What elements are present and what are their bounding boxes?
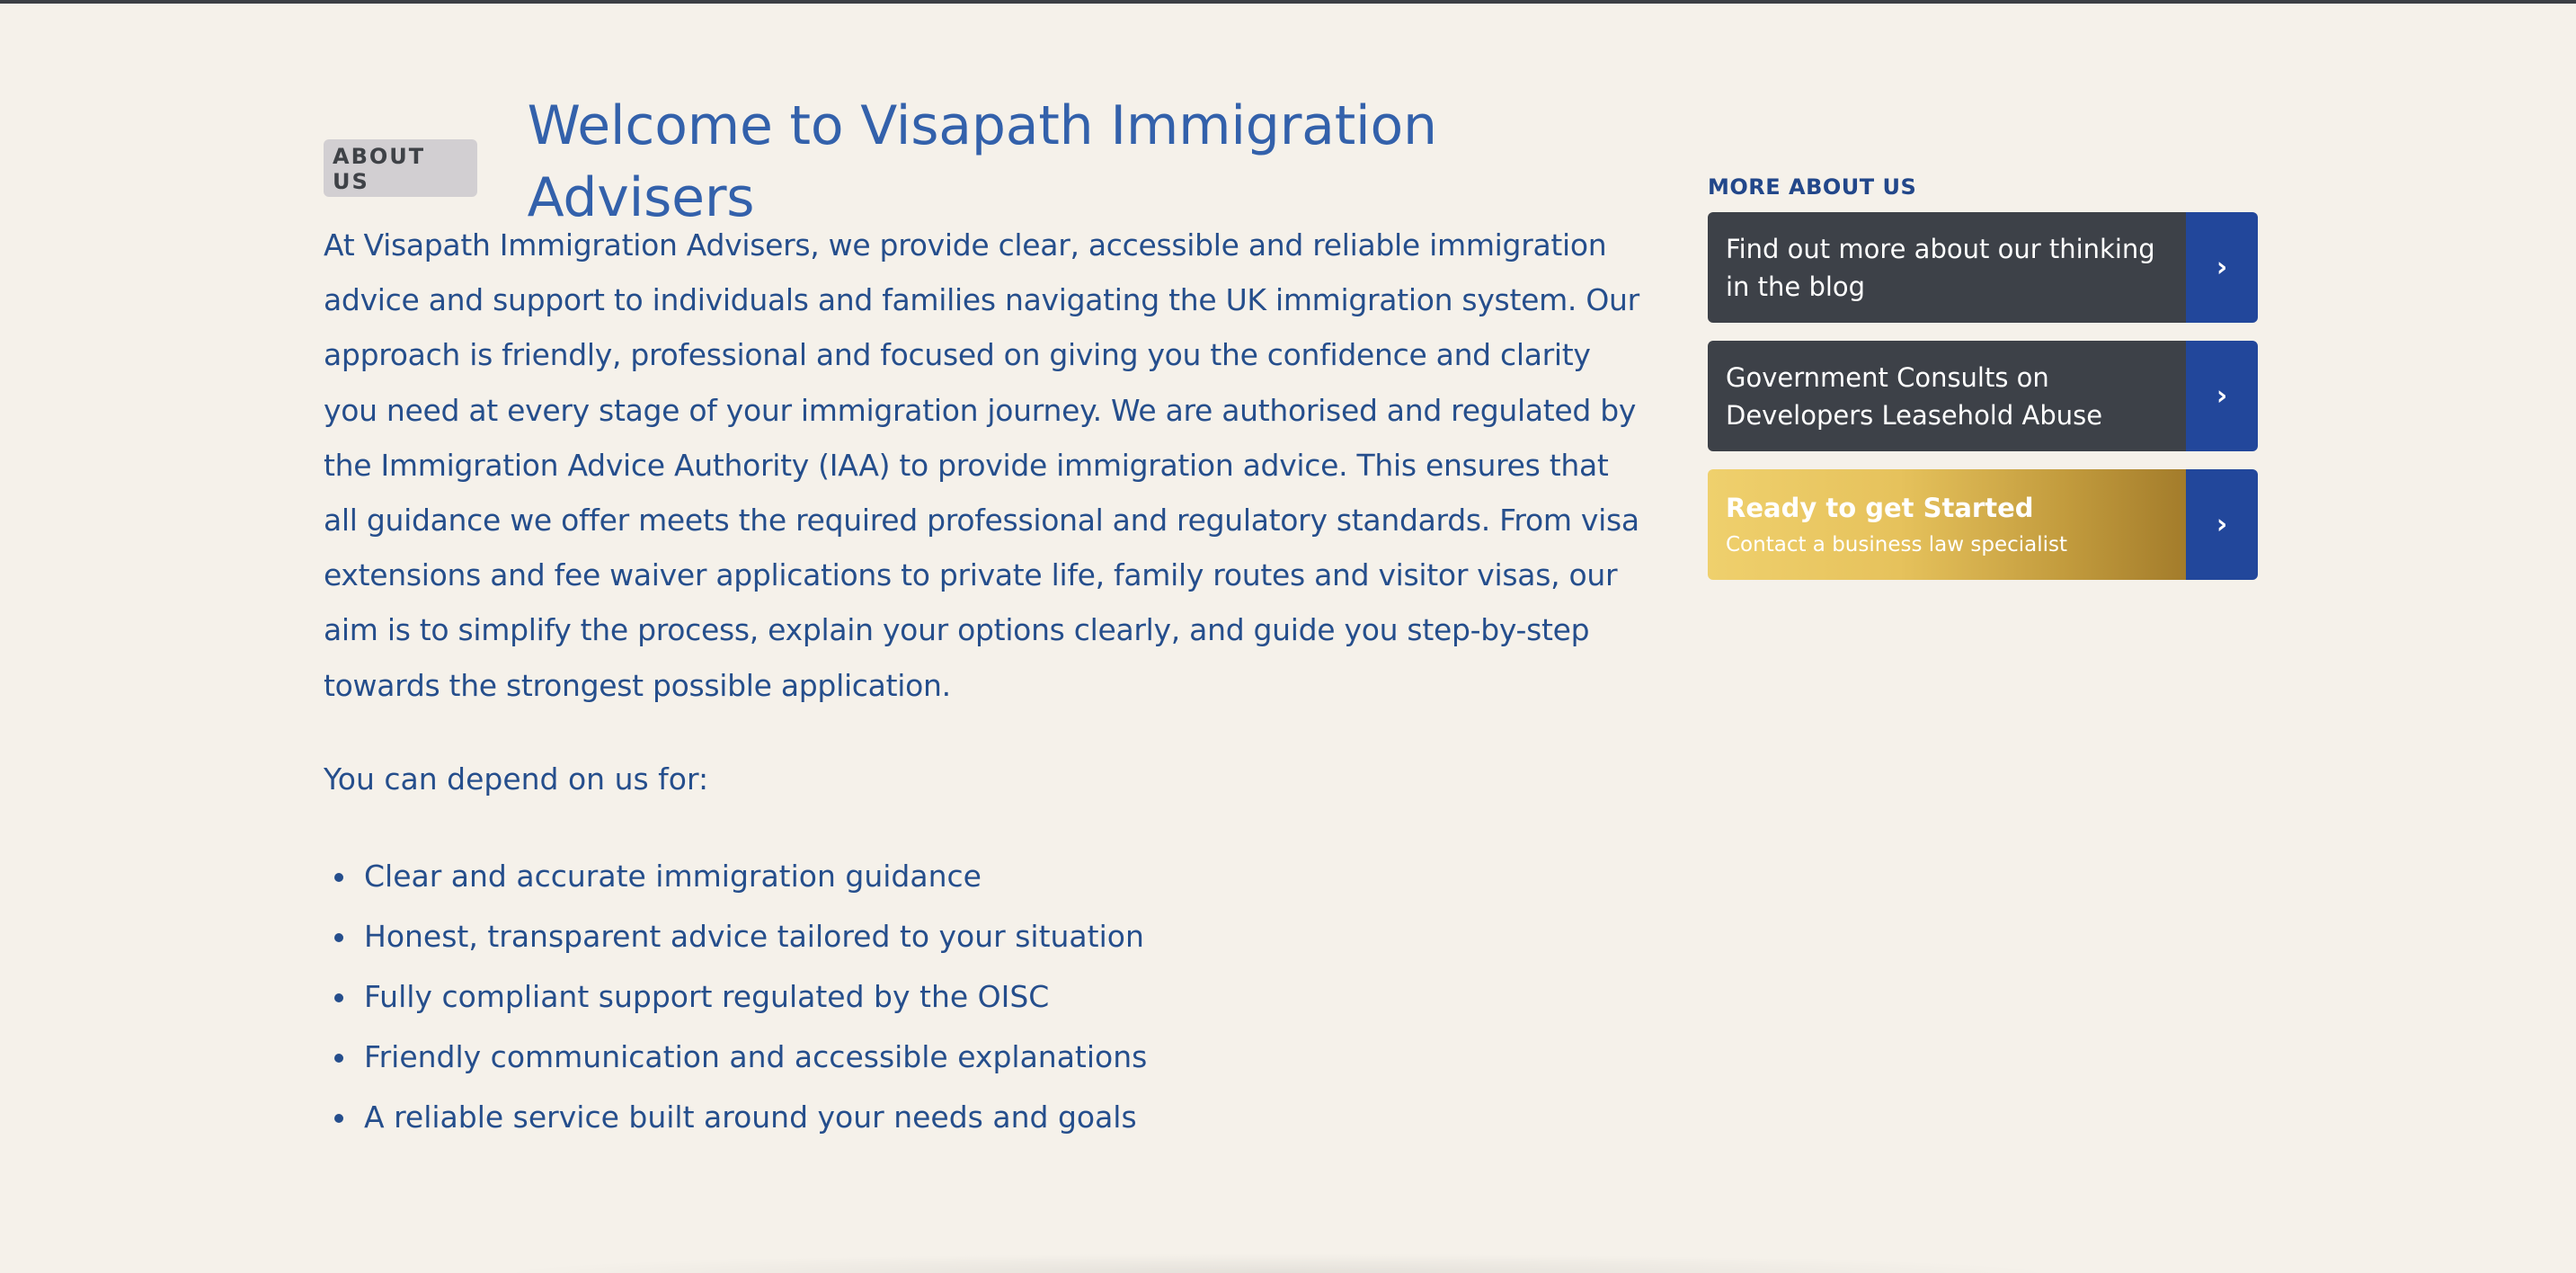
card-subtitle: Contact a business law specialist xyxy=(1726,532,2068,556)
card-label: Government Consults on Developers Leasehold Abuse xyxy=(1726,361,2103,431)
intro-paragraph: At Visapath Immigration Advisers, we provide clear, accessible and reliable immigration advice and support to individuals and families navigating the UK immigration system. Our approach is friendly, professional and focused on giving you the confidence and clarity you need at every stage of your immigration journey. We are authorised and regulated by the Immigration Advice Authority (IAA) to provide immigration advice. This ensures that all guidance we offer meets the required professional and regulatory standards. From visa extensions and fee waiver applications to private life, family routes and visitor visas, our aim is to simplify the process, explain your options clearly, and guide you step-by-step towards the strongest possible application. xyxy=(324,227,1639,703)
section-shadow xyxy=(485,1253,2067,1273)
chevron-right-icon[interactable]: › xyxy=(2186,469,2258,580)
top-border xyxy=(0,0,2576,4)
bullet-icon xyxy=(334,993,343,1002)
benefit-text: A reliable service built around your needs and goals xyxy=(364,1099,1137,1135)
list-item xyxy=(324,846,1654,906)
benefits-list xyxy=(324,846,1654,1147)
card-label: Find out more about our thinking in the blog xyxy=(1726,233,2155,302)
depend-heading: You can depend on us for: xyxy=(324,761,709,797)
card-title: Ready to get Started xyxy=(1726,492,2034,523)
benefit-text: Honest, transparent advice tailored to your situation xyxy=(364,918,1144,954)
chevron-right-icon[interactable]: › xyxy=(2186,212,2258,323)
bullet-icon xyxy=(334,873,343,882)
get-started-card[interactable] xyxy=(1708,469,2258,580)
card-body xyxy=(1708,469,2186,580)
benefit-text: Clear and accurate immigration guidance xyxy=(364,858,982,894)
list-item xyxy=(324,966,1654,1027)
leasehold-article-card[interactable] xyxy=(1708,341,2258,451)
about-section xyxy=(324,94,1654,1147)
list-item xyxy=(324,1027,1654,1087)
card-body xyxy=(1708,341,2186,451)
bullet-icon xyxy=(334,1114,343,1123)
sidebar-heading: MORE ABOUT US xyxy=(1708,174,1917,200)
chevron-right-icon[interactable]: › xyxy=(2186,341,2258,451)
card-body xyxy=(1708,212,2186,323)
list-item xyxy=(324,1087,1654,1147)
benefit-text: Friendly communication and accessible explanations xyxy=(364,1038,1148,1074)
list-item xyxy=(324,906,1654,966)
heading-row xyxy=(324,94,1654,229)
page-title: Welcome to Visapath Immigration Advisers xyxy=(527,94,1437,229)
blog-link-card[interactable] xyxy=(1708,212,2258,323)
about-us-tag: ABOUT US xyxy=(324,139,477,197)
bullet-icon xyxy=(334,1054,343,1063)
bullet-icon xyxy=(334,933,343,942)
benefit-text: Fully compliant support regulated by the OISC xyxy=(364,978,1050,1014)
more-about-us-sidebar xyxy=(1708,171,2258,598)
